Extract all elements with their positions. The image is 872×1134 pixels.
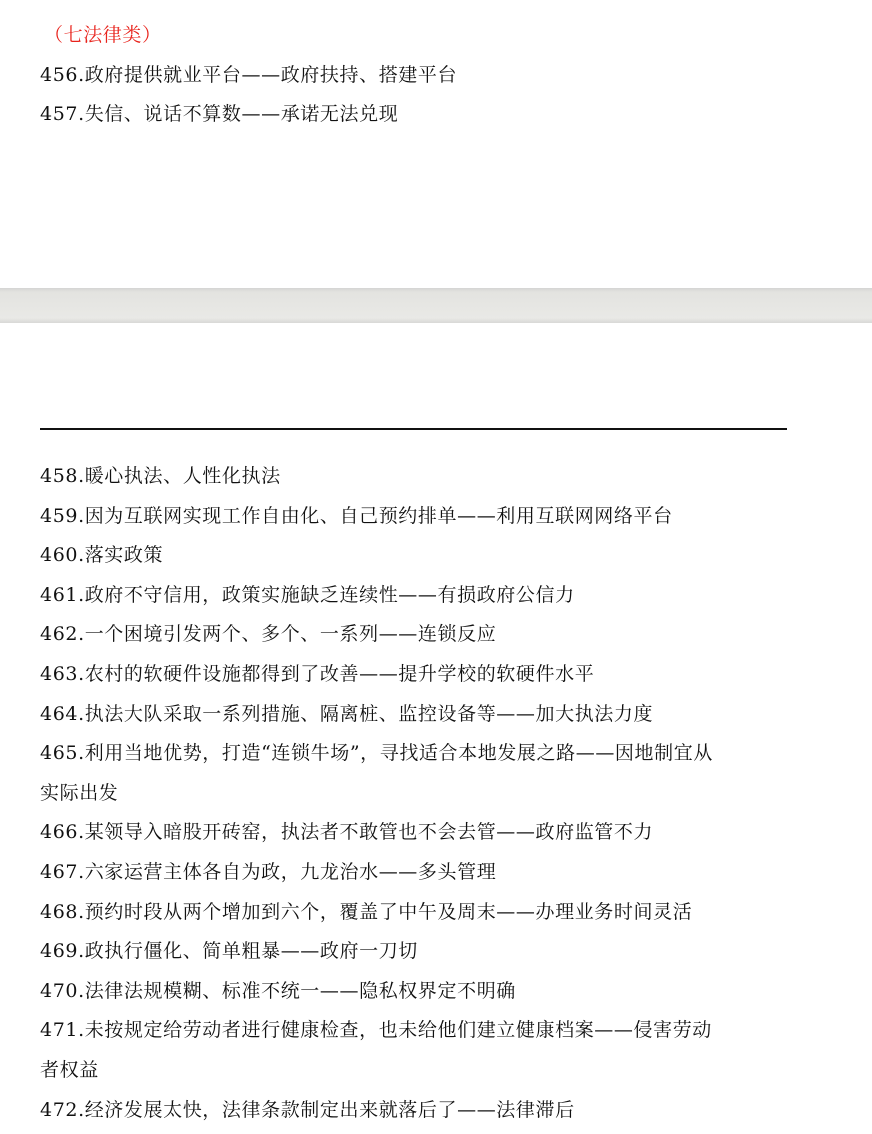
entry-line: 470.法律法规模糊、标准不统一——隐私权界定不明确 (40, 979, 516, 1002)
page-bottom-lines (40, 457, 800, 1130)
entry-line: 459.因为互联网实现工作自由化、自己预约排单——利用互联网网络平台 (40, 504, 673, 527)
entry-line: 464.执法大队采取一系列措施、隔离桩、监控设备等——加大执法力度 (40, 702, 654, 725)
entry-line: 468.预约时段从两个增加到六个，覆盖了中午及周末——办理业务时间灵活 (40, 900, 693, 923)
entry-line-continuation: 实际出发 (40, 781, 119, 804)
entry-line: 460.落实政策 (40, 544, 164, 567)
entry-line: 462.一个困境引发两个、多个、一系列——连锁反应 (40, 623, 497, 646)
entry-line: 471.未按规定给劳动者进行健康检查，也未给他们建立健康档案——侵害劳动 (40, 1019, 712, 1042)
page-top-lines (40, 16, 800, 135)
entry-line: 465.利用当地优势，打造“连锁牛场”，寻找适合本地发展之路——因地制宜从 (40, 742, 713, 765)
section-heading: （七法律类） (44, 24, 162, 46)
document-page-bottom (0, 323, 872, 1134)
document-page-top (0, 0, 872, 288)
entry-line: 469.政执行僵化、简单粗暴——政府一刀切 (40, 940, 418, 963)
page-separator (0, 288, 872, 323)
entry-line: 456.政府提供就业平台——政府扶持、搭建平台 (40, 63, 458, 86)
entry-line: 472.经济发展太快，法律条款制定出来就落后了——法律滞后 (40, 1098, 575, 1121)
header-rule (40, 428, 787, 430)
entry-line: 458.暖心执法、人性化执法 (40, 465, 281, 487)
entry-line: 463.农村的软硬件设施都得到了改善——提升学校的软硬件水平 (40, 662, 595, 685)
entry-line: 466.某领导入暗股开砖窑，执法者不敢管也不会去管——政府监管不力 (40, 821, 654, 844)
entry-line: 457.失信、说话不算数——承诺无法兑现 (40, 103, 399, 126)
entry-line: 461.政府不守信用，政策实施缺乏连续性——有损政府公信力 (40, 583, 575, 606)
entry-line: 467.六家运营主体各自为政，九龙治水——多头管理 (40, 860, 497, 883)
entry-line-continuation: 者权益 (40, 1058, 99, 1081)
